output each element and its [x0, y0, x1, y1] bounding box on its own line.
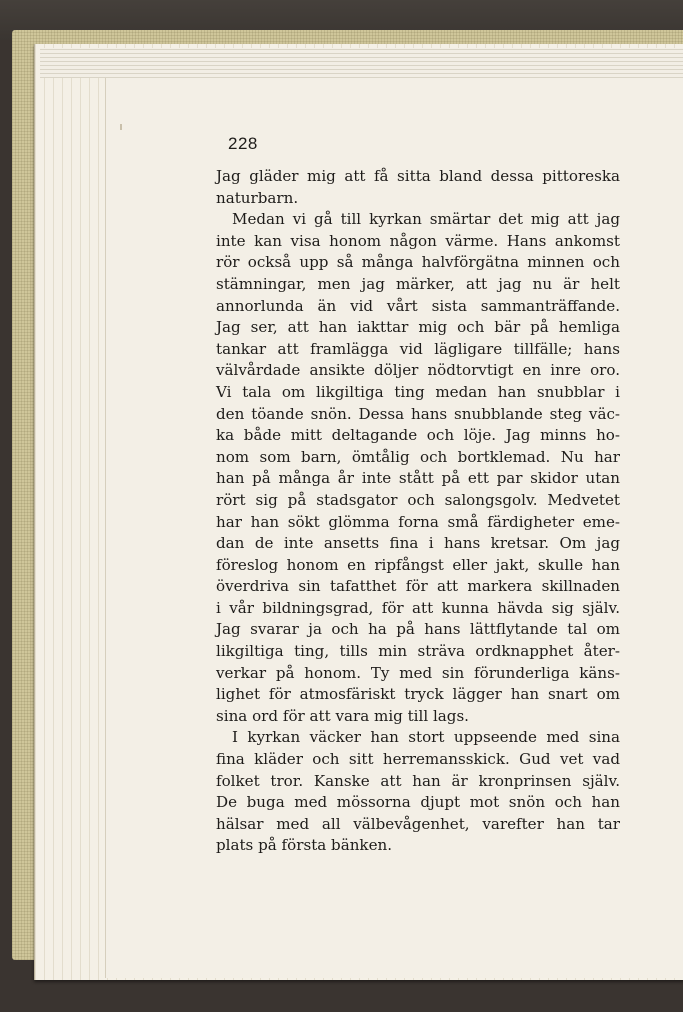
- page-number: 228: [228, 134, 258, 153]
- text-line: De buga med mössorna djupt mot snön och han: [216, 793, 620, 812]
- text-line: sina ord för att vara mig till lags.: [216, 706, 469, 725]
- text-line: ka både mitt deltagande och löje. Jag minns ho-: [216, 426, 620, 445]
- text-line: likgiltiga ting, tills min sträva ordknapphet åter-: [216, 642, 620, 661]
- text-line: Jag ser, att han iakttar mig och bär på hemliga: [216, 318, 620, 337]
- text-line: Vi tala om likgiltiga ting medan han snubblar i: [216, 382, 620, 401]
- text-line: den töande snön. Dessa hans snubblande steg väc-: [216, 404, 620, 423]
- text-line: Jag gläder mig att få sitta bland dessa pittoreska: [216, 167, 620, 185]
- text-line: I kyrkan väcker han stort uppseende med sina: [232, 728, 620, 747]
- text-line: fina kläder och sitt herremansskick. Gud vet vad: [216, 750, 620, 769]
- text-line: rört sig på stadsgator och salongsgolv. Medvetet: [216, 490, 620, 509]
- text-line: välvårdade ansikte döljer nödtorvtigt en inre oro.: [216, 361, 620, 380]
- text-line: verkar på honom. Ty med sin förunderliga käns-: [216, 663, 620, 682]
- text-line: Medan vi gå till kyrkan smärtar det mig att jag: [232, 210, 620, 229]
- text-line: plats på första bänken.: [216, 836, 393, 855]
- text-line: annorlunda än vid vårt sista sammanträffande.: [216, 296, 620, 315]
- text-line: hälsar med all välbevågenhet, varefter han tar: [216, 814, 620, 833]
- text-line: han på många år inte stått på ett par skidor utan: [216, 469, 620, 488]
- text-line: nom som barn, ömtålig och bortklemad. Nu har: [216, 447, 620, 466]
- text-line: stämningar, men jag märker, att jag nu är helt: [216, 274, 620, 293]
- text-line: har han sökt glömma forna små färdigheter eme-: [216, 512, 620, 531]
- text-line: lighet för atmosfäriskt tryck lägger han snart om: [216, 685, 620, 704]
- text-line: Jag svarar ja och ha på hans lättflytande tal om: [216, 620, 620, 639]
- body-text: [216, 166, 620, 857]
- text-line: föreslog honom en ripfångst eller jakt, skulle han: [216, 555, 620, 574]
- text-line: folket tror. Kanske att han är kronprinsen själv.: [216, 771, 620, 790]
- text-line: överdriva sin tafatthet för att markera skillnaden: [216, 577, 620, 596]
- text-line: rör också upp så många halvförgätna minnen och: [216, 253, 620, 272]
- text-line: i vår bildningsgrad, för att kunna hävda sig själv.: [216, 598, 620, 617]
- text-line: tankar att framlägga vid lägligare tillfälle; hans: [216, 339, 620, 358]
- text-line: inte kan visa honom någon värme. Hans ankomst: [216, 231, 620, 250]
- text-line: naturbarn.: [216, 188, 299, 207]
- page-edges: [40, 48, 683, 78]
- text-line: dan de inte ansetts fina i hans kretsar. Om jag: [216, 534, 620, 553]
- paper-mark: [120, 124, 122, 130]
